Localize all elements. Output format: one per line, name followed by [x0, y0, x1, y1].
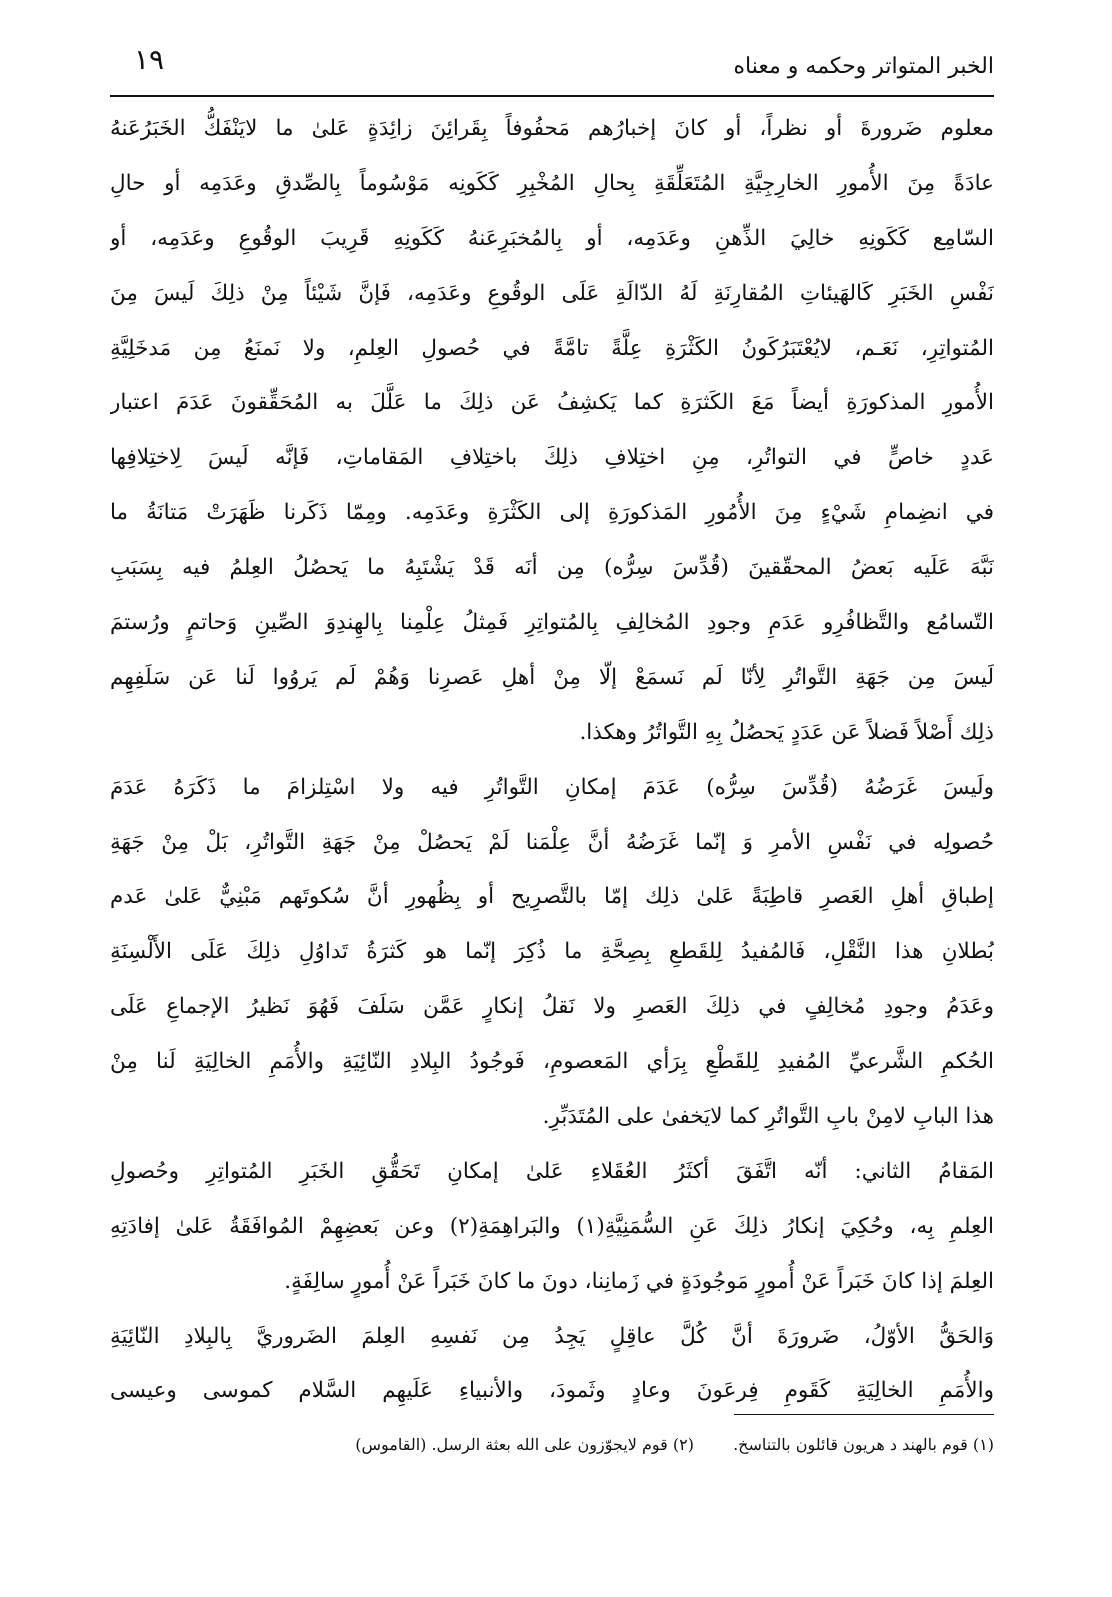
text-line: ولَيسَ غَرَضُهُ (قُدِّسَ سِرُّه) عَدَمَ إمكانِ التَّواتُرِ فيه ولا اسْتِلزامَ ما ذَكَرَهُ عَدَمَ	[110, 774, 994, 800]
header-rule	[110, 95, 994, 97]
text-line: هذا البابِ لامِنْ بابِ التَّواتُرِ كما لايَخفىٰ على المُتَدَبِّرِ.	[542, 1104, 994, 1130]
footnote-2: (٢) قوم لايجوّزون على الله بعثة الرسل. (القاموس)	[355, 1435, 694, 1454]
text-line: نَبَّهَ عَلَيه بَعضُ المحقّقينَ (قُدِّسَ سِرُّه) مِن أنَه قَدْ يَشْتَبِهُ ما يَحصُلُ العِلمُ فيه بِسَبَبِ	[110, 555, 994, 581]
footnote-rule	[734, 1414, 994, 1415]
text-line: الأُمورِ المذكورَةِ أيضاً مَعَ الكَثرَةِ كما يَكشِفُ عَن ذلِكَ ما عَلَّلَ به المُحَقِّقونَ عَدَمَ اعتبار	[110, 390, 994, 416]
text-line: إطباقِ أهلِ العَصرِ قاطِبَةً عَلىٰ ذلِك إمّا بالتَّصرِيح أو بِظُهورِ أنَّ سُكوتَهم مَبْنِيٌّ عَلىٰ عَدم	[110, 884, 994, 910]
text-line: نَفْسِ الخَبَرِ كَالهَيئاتِ المُقارِنَةِ لَهُ الدّالَةِ عَلَى الوقُوعِ وعَدَمِه، فَإنَّ شَيْئاً مِنْ ذلِكَ لَيسَ مِنَ	[110, 280, 994, 306]
page-number: ١٩	[134, 43, 165, 76]
text-line: والأُمَمِ الخالِيَةِ كَقَومِ فِرعَونَ وعادٍ وثَمودَ، والأنبياءِ عَلَيهِم السَّلام كموسى وعيسى	[110, 1378, 994, 1404]
page-header	[110, 38, 994, 94]
text-line: لَيسَ مِن جَهَةِ التَّواتُرِ لِأنّا لَم نَسمَعْ إلّا مِنْ أهلِ عَصرِنا وَهُمْ لَم يَروُوا لَنا عَن سَلَفِهِم	[110, 664, 994, 690]
text-line: معلوم ضَرورةَ أو نظراً، أو كانَ إخبارُهم مَحفُوفاً بِقَرائِنَ زائِدَةٍ عَلىٰ ما لايَنْفَكُّ الخَبَرُعَنهُ	[110, 116, 994, 141]
text-line: وعَدَمُ وجودِ مُخالِفٍ في ذلِكَ العَصرِ ولا نَقلُ إنكارٍ عَمَّن سَلَفَ فَهُوَ نَظيرُ الإجماعِ عَلَى	[110, 994, 994, 1020]
text-line: السّامِع كَكَونِهِ خالِيَ الذِّهنِ وعَدَمِه، أو بِالمُخبَرِعَنهُ كَكَونِهِ قَرِيبَ الوقُوعِ وعَدَمِه، أو	[110, 225, 994, 251]
text-line: حُصولِه في نَفْسِ الأمرِ وَ إنّما غَرَضُهُ أنَّ عِلْمَنا لَمْ يَحصُلْ مِنْ جَهَةِ التَّواتُرِ، بَلْ مِنْ جَهَةِ	[110, 829, 994, 855]
footnotes	[110, 1432, 994, 1458]
footnote-1: (١) قوم بالهند د هريون قائلون بالتناسخ.	[733, 1435, 994, 1454]
text-line: عَددٍ خاصٍّ في التواتُرِ، مِنِ اختِلافِ ذلِكَ باختِلافِ المَقاماتِ، فَإنَّه لَيسَ لِاختِلافِها	[110, 445, 994, 471]
text-line: المُتواتِرِ، نَعَـم، لايُعْتَبَرُكَونُ الكَثْرَةِ عِلَّةً تامَّةً في حُصولِ العِلمِ، ولا نَمنَعُ مِن مَدخَلِيَّةِ	[110, 335, 994, 361]
text-line: العِلمَ إذا كانَ خَبَراً عَنْ أُمورٍ مَوجُودَةٍ في زَمانِنا، دونَ ما كانَ خَبَراً عَنْ أُمورٍ سالِفَةٍ.	[284, 1268, 994, 1294]
text-line: في انضِمامِ شَيْءٍ مِنَ الأُمُورِ المَذكورَةِ إلى الكَثْرَةِ وعَدَمِه. ومِمّا ذَكَرنا ظَهَرَتْ مَتانَةُ ما	[110, 500, 994, 526]
body-text	[110, 102, 994, 1419]
text-line: وَالحَقُّ الأوّلُ، ضَرورَةَ أنَّ كُلَّ عاقِلٍ يَجِدُ مِن نَفسِهِ العِلمَ الضَروريَّ بِالبِلادِ النّائِيَةِ	[110, 1323, 994, 1349]
text-line: المَقامُ الثاني: أنّه اتَّفَقَ أكثَرُ العُقَلاءِ عَلىٰ إمكانِ تَحَقُّقِ الخَبَرِ المُتواتِرِ وحُصولِ	[110, 1158, 994, 1184]
text-line: التّسامُع والتَّظافُرِو عَدَمِ وجودِ المُخالِفِ بِالمُتواتِرِ فَمِثلُ عِلْمِنا بِالهِندِوَ الصِّينِ وَحاتمٍ ورُستمَ	[110, 610, 994, 636]
text-line: العِلمِ بِه، وحُكِيَ إنكارُ ذلِكَ عَنِ السُّمَنِيَّةِ(١) والبَراهِمَةِ(٢) وعن بَعضِهِمْ المُوافَقَةُ عَلىٰ إفادَتِهِ	[110, 1213, 994, 1239]
text-line: بُطلانِ هذا النَّقْلِ، فَالمُفيدُ لِلقَطعِ بِصِحَّةِ ما ذُكِرَ إنّما هو كَثرَةُ تَداوُلِ ذلِكَ عَلَى الأَلْسِنَةِ	[110, 939, 994, 965]
text-line: الحُكمِ الشَّرعيِّ المُفيدِ لِلقَطْعِ بِرَأي المَعصومِ، فَوجُودُ البِلادِ النّائِيَةِ والأُمَمِ الخالِيَةِ لَنا مِنْ	[110, 1049, 994, 1075]
text-line: عادَةً مِنَ الأُمورِ الخارِجِيَّةِ المُتَعَلِّقَةِ بِحالِ المُخْبِرِ كَكَونِه مَوْسُوماً بِالصِّدقِ وعَدَمِه أو حالِ	[110, 170, 994, 196]
running-title: الخبر المتواتر وحكمه و معناه	[733, 54, 994, 79]
text-line: ذلِك أَصْلاً فَضلاً عَن عَدَدٍ يَحصُلُ بِهِ التَّواتُرُ وهكذا.	[579, 719, 994, 745]
